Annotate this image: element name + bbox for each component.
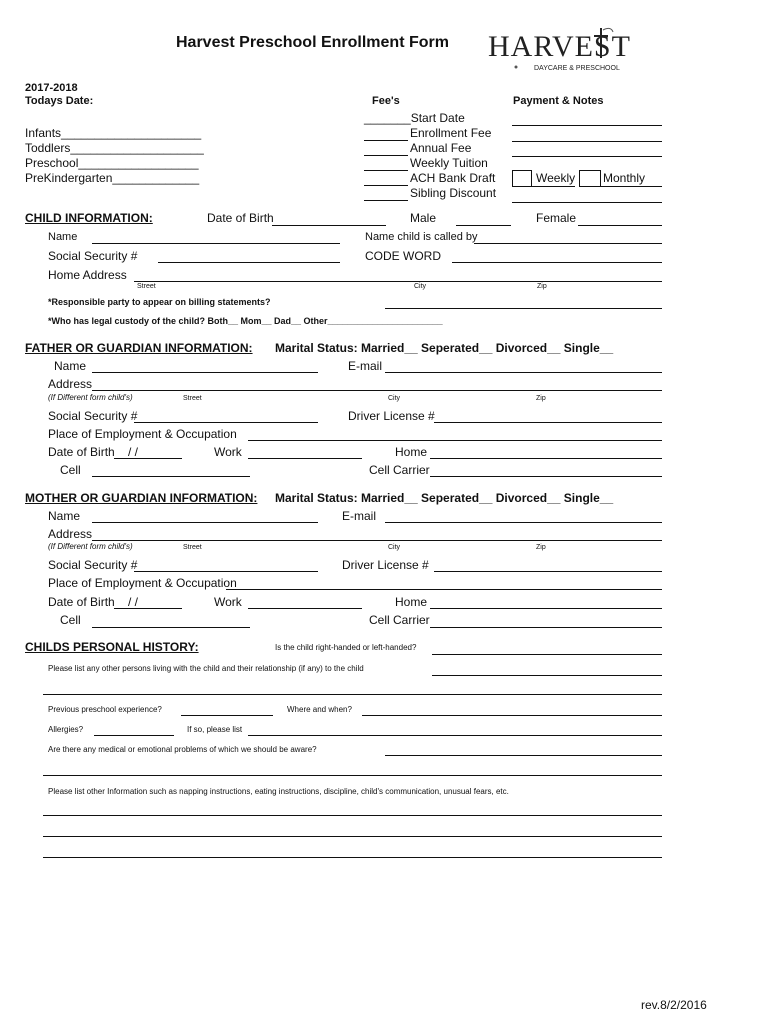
payment-line-2[interactable] [512,141,662,142]
mother-cell-label: Cell [60,613,81,627]
medical-question: Are there any medical or emotional problems of which we should be aware? [48,745,317,754]
fee-weekly-tuition: Weekly Tuition [410,156,488,170]
payment-notes-heading: Payment & Notes [513,95,604,107]
father-carrier-label: Cell Carrier [369,463,430,477]
allergies-question: Allergies? [48,725,84,734]
mother-email-field[interactable] [385,522,662,523]
father-license-field[interactable] [434,422,662,423]
where-when-field[interactable] [362,715,662,716]
mother-dob-slashes: / / [128,595,139,609]
medical-field-1[interactable] [385,755,662,756]
child-ssn-label: Social Security # [48,249,138,263]
mother-employment-label: Place of Employment & Occupation [48,576,237,590]
father-email-label: E-mail [348,359,383,373]
fees-heading: Fee's [372,95,400,107]
mother-cell-field[interactable] [92,627,250,628]
fee-sibling: Sibling Discount [410,186,497,200]
school-year: 2017-2018 [25,82,78,94]
other-persons-field-1[interactable] [432,675,662,676]
handedness-field[interactable] [432,654,662,655]
fee-ach-line[interactable] [364,185,408,186]
weekly-underline [531,186,575,187]
father-email-field[interactable] [385,372,662,373]
male-label: Male [410,211,437,225]
child-info-heading: CHILD INFORMATION: [25,211,153,225]
billing-question: *Responsible party to appear on billing statements? [48,297,271,307]
mother-name-label: Name [48,509,81,523]
logo-subtext: DAYCARE & PRESCHOOL [534,65,620,72]
mother-license-label: Driver License # [342,558,429,572]
fee-ach: ACH Bank Draft [410,171,496,185]
mother-email-label: E-mail [342,509,377,523]
father-work-field[interactable] [248,458,362,459]
program-preschool[interactable]: Preschool__________________ [25,156,199,170]
female-label: Female [536,211,577,225]
child-name-field[interactable] [92,243,340,244]
father-dob-field[interactable] [114,458,182,459]
other-persons-field-2[interactable] [43,694,662,695]
mother-address-field[interactable] [92,540,662,541]
fee-weekly-line[interactable] [364,170,408,171]
mother-zip-label: Zip [536,544,546,551]
payment-line-4[interactable] [512,202,662,203]
fee-enrollment-line[interactable] [364,140,408,141]
other-info-field-1[interactable] [43,815,662,816]
mother-dob-field[interactable] [114,608,182,609]
father-city-label: City [388,395,401,402]
mother-work-label: Work [214,595,242,609]
home-address-label: Home Address [48,268,127,282]
revision-note: rev.8/2/2016 [641,998,707,1012]
program-prek[interactable]: PreKindergarten_____________ [25,171,200,185]
mother-ssn-field[interactable] [134,571,318,572]
fee-annual-line[interactable] [364,155,408,156]
father-address-field[interactable] [92,390,662,391]
father-ssn-label: Social Security # [48,409,138,423]
allergies-list-field[interactable] [248,735,662,736]
program-toddlers[interactable]: Toddlers____________________ [25,141,204,155]
weekly-checkbox[interactable] [512,170,532,187]
program-infants[interactable]: Infants_____________________ [25,126,202,140]
mother-ssn-label: Social Security # [48,558,138,572]
mother-license-field[interactable] [434,571,662,572]
form-title: Harvest Preschool Enrollment Form [176,34,449,51]
other-info-question: Please list other Information such as napping instructions, eating instructions, discipline, child's communication, unusual fears, etc. [48,787,509,796]
other-persons-question: Please list any other persons living with the child and their relationship (if any) to the child [48,664,364,673]
payment-line-1[interactable] [512,125,662,126]
mother-dob-label: Date of Birth [48,595,115,609]
previous-preschool-field[interactable] [181,715,273,716]
child-dob-label: Date of Birth [207,211,274,225]
mother-heading: MOTHER OR GUARDIAN INFORMATION: [25,491,258,505]
allergies-field[interactable] [94,735,174,736]
father-dob-slashes: / / [128,445,139,459]
mother-home-field[interactable] [430,608,662,609]
fee-start-date[interactable]: _______Start Date [364,111,465,125]
harvest-logo [486,24,631,74]
monthly-underline [600,186,662,187]
billing-field[interactable] [385,308,662,309]
other-info-field-3[interactable] [43,857,662,858]
child-city-label: City [414,283,427,290]
code-word-label: CODE WORD [365,249,441,263]
father-home-field[interactable] [430,458,662,459]
monthly-label: Monthly [603,171,646,185]
father-employment-field[interactable] [248,440,662,441]
called-by-label: Name child is called by [365,231,478,243]
father-address-label: Address [48,377,93,391]
mother-address-label: Address [48,527,93,541]
mother-carrier-field[interactable] [430,627,662,628]
child-dob-field[interactable] [272,225,386,226]
mother-marital-status[interactable]: Marital Status: Married__ Seperated__ Divorced__ Single__ [275,491,614,505]
fee-annual: Annual Fee [410,141,472,155]
handedness-question: Is the child right-handed or left-handed? [275,643,417,652]
father-cell-field[interactable] [92,476,250,477]
history-heading: CHILDS PERSONAL HISTORY: [25,640,199,654]
child-zip-label: Zip [537,283,547,290]
female-field[interactable] [578,225,662,226]
weekly-label: Weekly [536,171,576,185]
mother-address-note: (If Different form child's) [48,542,133,551]
allergies-list-label: If so, please list [187,725,243,734]
harvest-logo-graphic [486,24,631,74]
fee-enrollment: Enrollment Fee [410,126,492,140]
monthly-checkbox[interactable] [579,170,601,187]
father-carrier-field[interactable] [430,476,662,477]
mother-carrier-label: Cell Carrier [369,613,430,627]
father-license-label: Driver License # [348,409,435,423]
previous-preschool-question: Previous preschool experience? [48,705,162,714]
father-address-note: (If Different form child's) [48,393,133,402]
mother-work-field[interactable] [248,608,362,609]
child-ssn-field[interactable] [158,262,340,263]
payment-line-3[interactable] [512,156,662,157]
other-info-field-2[interactable] [43,836,662,837]
mother-employment-field[interactable] [226,589,662,590]
fee-sibling-line[interactable] [364,200,408,201]
male-field[interactable] [456,225,511,226]
father-ssn-field[interactable] [134,422,318,423]
father-cell-label: Cell [60,463,81,477]
custody-question[interactable]: *Who has legal custody of the child? Both__ Mom__ Dad__ Other_______________________ [48,316,443,326]
father-name-field[interactable] [92,372,318,373]
todays-date-label: Todays Date: [25,95,94,107]
father-dob-label: Date of Birth [48,445,115,459]
mother-name-field[interactable] [92,522,318,523]
home-address-field[interactable] [134,281,662,282]
called-by-field[interactable] [474,243,662,244]
father-employment-label: Place of Employment & Occupation [48,427,237,441]
father-street-label: Street [183,395,202,402]
father-home-label: Home [395,445,428,459]
father-heading: FATHER OR GUARDIAN INFORMATION: [25,341,253,355]
father-zip-label: Zip [536,395,546,402]
child-name-label: Name [48,231,78,243]
code-word-field[interactable] [452,262,662,263]
child-street-label: Street [137,283,156,290]
father-work-label: Work [214,445,242,459]
father-marital-status[interactable]: Marital Status: Married__ Seperated__ Divorced__ Single__ [275,341,614,355]
where-when-question: Where and when? [287,705,352,714]
mother-city-label: City [388,544,401,551]
mother-home-label: Home [395,595,428,609]
logo-wordmark: HARVEST [488,30,631,63]
father-name-label: Name [54,359,87,373]
medical-field-2[interactable] [43,775,662,776]
mother-street-label: Street [183,544,202,551]
